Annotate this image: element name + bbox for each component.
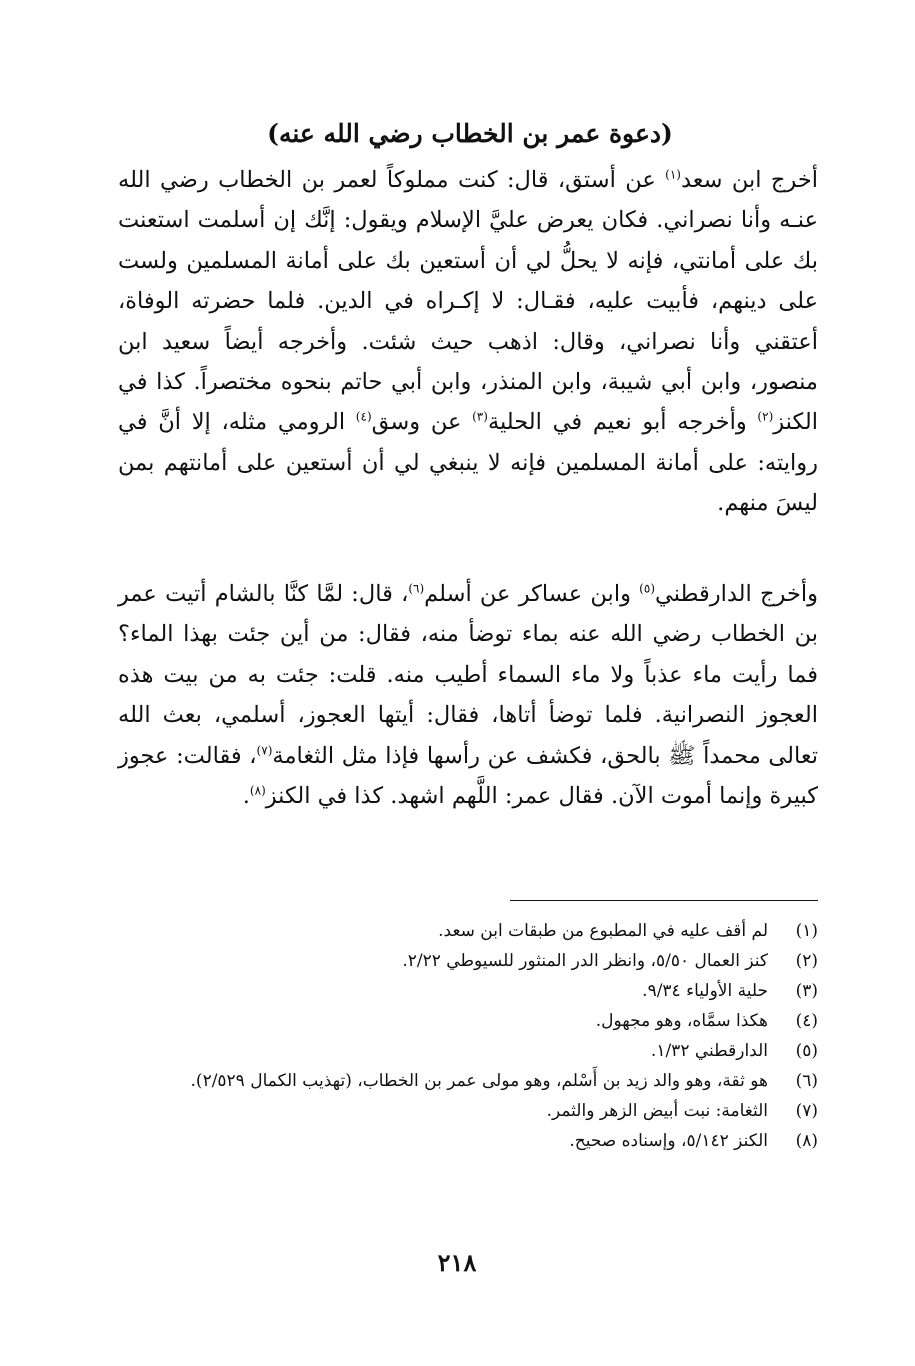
footnote-text: حلية الأولياء ٩/٣٤. [642, 981, 768, 1001]
footnote-item [118, 946, 818, 976]
footnote-number: (٣) [795, 981, 818, 1001]
paragraph-2 [118, 574, 818, 816]
footnote-text: الدارقطني ١/٣٢. [650, 1041, 768, 1061]
footnote-number: (٥) [795, 1041, 818, 1061]
footnote-item [118, 976, 818, 1006]
footnote-text: الكنز ٥/١٤٢، وإسناده صحيح. [569, 1131, 768, 1151]
page-number: ٢١٨ [437, 1248, 477, 1277]
footnote-item [118, 1036, 818, 1066]
footnote-number: (٧) [795, 1101, 818, 1121]
paragraph-1-text: عن أستق، قال: كنت مملوكاً لعمر بن الخطاب رضي الله عنـه وأنا نصراني. فكان يعرض عليَّ الإسلام ويقول: إنَّك إن أسلمت استعنت بك على أمانتي، فإنه لا يحلُّ لي أن أستعين بك على أمانة المسلمين ولست على دينهم، فأبيت عليه، فقـال: لا إكـراه في الدين. فلما حضرته الوفاة، أعتقني وأنا نصراني، وقال: اذهب حيث شئت. وأخرجه أيضاً سعيد ابن منصور، وابن أبي شيبة، وابن المنذر، وابن أبي حاتم بنحوه مختصراً. كذا في الكنز [118, 167, 818, 436]
paragraph-2-text: ، قال: لمَّا كنَّا بالشام أتيت عمر بن الخطاب رضي الله عنه بماء توضأ منه، فقال: من أين جئت بهذا الماء؟ فما رأيت ماء عذباً ولا ماء السماء أطيب منه. قلت: جئت به من بيت هذه العجوز النصرانية. فلما توضأ أتاها، فقال: أيتها العجوز، أسلمي، بعث الله تعالى محمداً ﷺ بالحق، فكشف عن رأسها فإذا مثل الثغامة [118, 581, 819, 769]
footnote-ref-5: (٥) [639, 581, 655, 596]
paragraph-2-text: وابن عساكر عن أسلم [424, 581, 640, 607]
footnote-text: هو ثقة، وهو والد زيد بن أَسْلم، وهو مولى عمر بن الخطاب، (تهذيب الكمال ٢/٥٢٩). [190, 1071, 768, 1091]
footnote-number: (٢) [795, 951, 818, 971]
footnote-text: هكذا سمَّاه، وهو مجهول. [595, 1011, 768, 1031]
paragraph-1-text: أخرج ابن سعد [680, 167, 818, 193]
footnote-ref-3: (٣) [472, 409, 488, 424]
footnote-ref-6: (٦) [408, 581, 425, 596]
paragraph-1-text: الرومي مثله، إلا أنَّ في روايته: على أمانة المسلمين فإنه لا ينبغي لي أن أستعين على أمانتهم بمن ليسَ منهم. [118, 409, 818, 517]
paragraph-1-text: عن وسق [371, 409, 473, 436]
section-title: (دعوة عمر بن الخطاب رضي الله عنه) [267, 119, 673, 148]
footnote-item [118, 1006, 818, 1036]
footnote-text: الثغامة: نبت أبيض الزهر والثمر. [546, 1101, 768, 1121]
footnote-item [118, 916, 818, 946]
footnote-number: (٨) [795, 1131, 818, 1151]
footnote-ref-2: (٢) [757, 409, 774, 424]
footnote-number: (٦) [795, 1071, 818, 1091]
paragraph-2-text: وأخرج الدارقطني [655, 581, 818, 607]
footnotes-list [118, 916, 818, 1156]
footnote-ref-7: (٧) [256, 743, 273, 758]
footnote-separator [510, 900, 818, 901]
footnote-item [118, 1096, 818, 1126]
footnote-ref-1: (١) [665, 167, 681, 182]
footnote-number: (٤) [795, 1011, 818, 1031]
footnote-ref-8: (٨) [249, 783, 266, 798]
footnote-item [118, 1126, 818, 1156]
footnote-ref-4: (٤) [355, 409, 372, 424]
footnote-text: لم أقف عليه في المطبوع من طبقات ابن سعد. [438, 921, 768, 941]
paragraph-1-text: وأخرجه أبو نعيم في الحلية [487, 409, 758, 436]
footnote-text: كنز العمال ٥/٥٠، وانظر الدر المنثور للسيوطي ٢/٢٢. [402, 951, 768, 971]
paragraph-2-text: . [242, 783, 250, 810]
paragraph-1 [118, 160, 818, 524]
footnote-number: (١) [795, 921, 818, 941]
paragraph-2-text: ، فقالت: عجوز كبيرة وإنما أموت الآن. فقال عمر: اللَّهم اشهد. كذا في الكنز [118, 742, 818, 810]
footnote-item [118, 1066, 818, 1096]
